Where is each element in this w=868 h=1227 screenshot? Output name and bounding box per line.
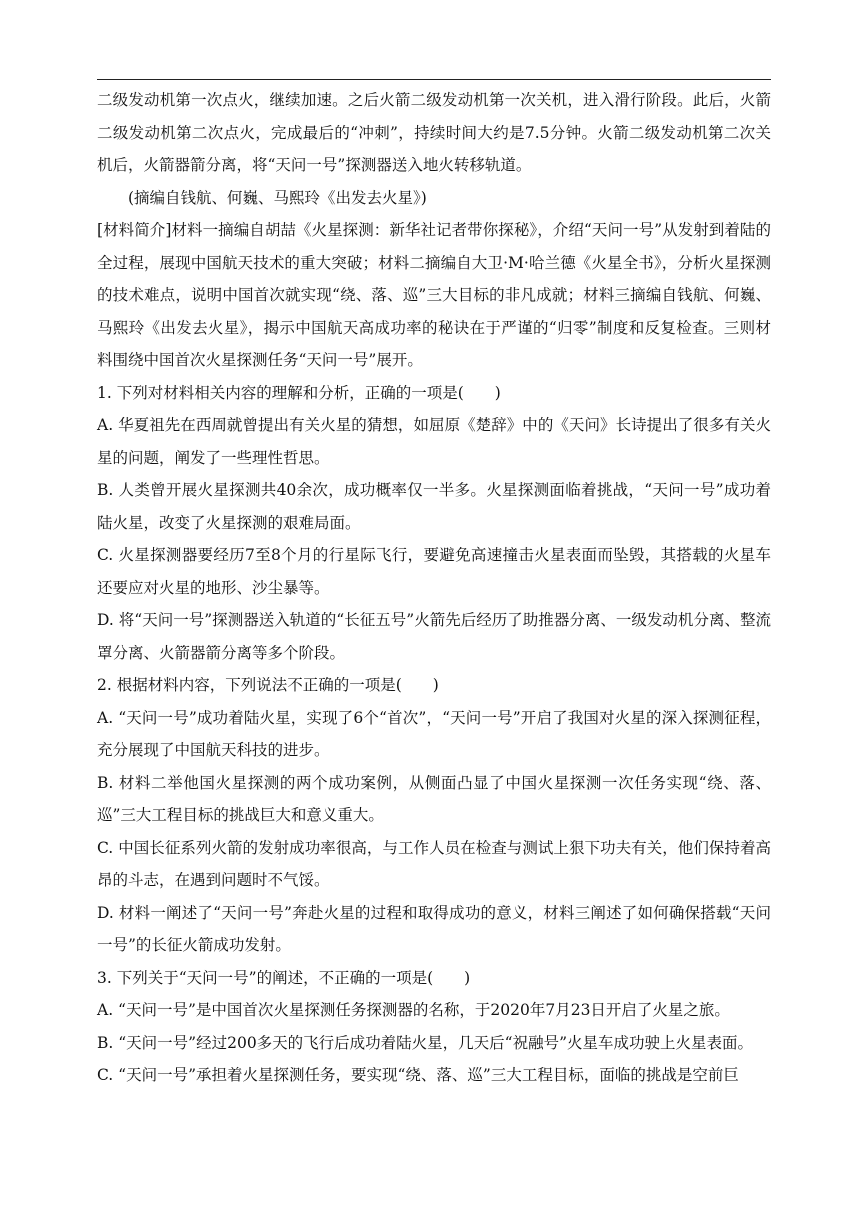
question-2-option-d: D. 材料一阐述了“天问一号”奔赴火星的过程和取得成功的意义，材料三阐述了如何确保搭载“天问一号”的长征火箭成功发射。 <box>97 903 771 954</box>
question-2-option-a: A. “天问一号”成功着陆火星，实现了6个“首次”，“天问一号”开启了我国对火星的深入探测征程，充分展现了中国航天科技的进步。 <box>97 708 771 759</box>
question-3-option-c: C. “天问一号”承担着火星探测任务，要实现“绕、落、巡”三大工程目标，面临的挑战是空前巨 <box>97 1066 739 1084</box>
question-2-stem: 2. 根据材料内容，下列说法不正确的一项是( ) <box>97 676 439 694</box>
question-3-option-a: A. “天问一号”是中国首次火星探测任务探测器的名称，于2020年7月23日开启了火星之旅。 <box>97 1001 730 1019</box>
document-body <box>97 84 771 1092</box>
question-2-option-c: C. 中国长征系列火箭的发射成功率很高，与工作人员在检查与测试上狠下功夫有关，他们保持着高昂的斗志，在遇到问题时不气馁。 <box>97 838 771 889</box>
question-2-option-b: B. 材料二举他国火星探测的两个成功案例，从侧面凸显了中国火星探测一次任务实现“绕、落、巡”三大工程目标的挑战巨大和意义重大。 <box>97 773 771 824</box>
question-1-stem: 1. 下列对材料相关内容的理解和分析，正确的一项是( ) <box>97 383 501 402</box>
question-1-option-b: B. 人类曾开展火星探测共40余次，成功概率仅一半多。火星探测面临着挑战，“天问一号”成功着陆火星，改变了火星探测的艰难局面。 <box>97 481 771 532</box>
material-intro: [材料简介]材料一摘编自胡喆《火星探测：新华社记者带你探秘》，介绍“天问一号”从发射到着陆的全过程，展现中国航天技术的重大突破；材料二摘编自大卫·M·哈兰德《火星全书》，分析火星探测的技术难点，说明中国首次就实现“绕、落、巡”三大目标的非凡成就；材料三摘编自钱航、何巍、马熙玲《出发去火星》，揭示中国航天高成功率的秘诀在于严谨的“归零”制度和反复检查。三则材料围绕中国首次火星探测任务“天问一号”展开。 <box>97 221 771 369</box>
source-note: (摘编自钱航、何巍、马熙玲《出发去火星》) <box>128 188 427 207</box>
header-rule <box>97 79 771 80</box>
question-3-stem: 3. 下列关于“天问一号”的阐述，不正确的一项是( ) <box>97 968 471 987</box>
question-1-option-a: A. 华夏祖先在西周就曾提出有关火星的猜想，如屈原《楚辞》中的《天问》长诗提出了很多有关火星的问题，阐发了一些理性哲思。 <box>97 416 771 467</box>
question-1-option-c: C. 火星探测器要经历7至8个月的行星际飞行，要避免高速撞击火星表面而坠毁，其搭载的火星车还要应对火星的地形、沙尘暴等。 <box>97 546 771 597</box>
question-1-option-d: D. 将“天问一号”探测器送入轨道的“长征五号”火箭先后经历了助推器分离、一级发动机分离、整流罩分离、火箭器箭分离等多个阶段。 <box>97 611 771 662</box>
question-3-option-b: B. “天问一号”经过200多天的飞行后成功着陆火星，几天后“祝融号”火星车成功驶上火星表面。 <box>97 1033 754 1052</box>
passage-tail: 二级发动机第一次点火，继续加速。之后火箭二级发动机第一次关机，进入滑行阶段。此后，火箭二级发动机第二次点火，完成最后的“冲刺”，持续时间大约是7.5分钟。火箭二级发动机第二次关机后，火箭器箭分离，将“天问一号”探测器送入地火转移轨道。 <box>97 91 771 174</box>
